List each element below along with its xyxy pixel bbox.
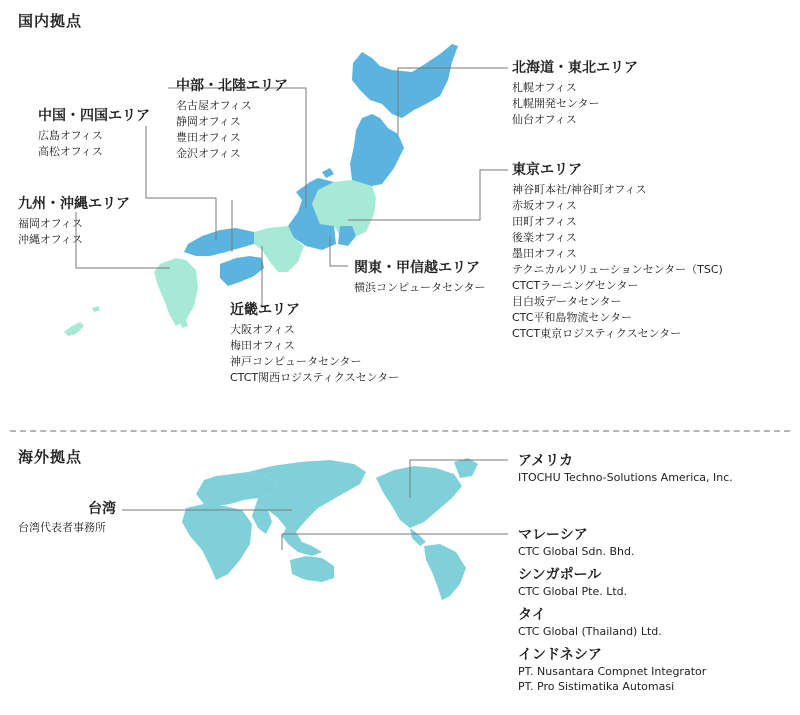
office-list — [354, 280, 486, 296]
office-item: 札幌開発センター — [512, 96, 600, 110]
map-greenland — [454, 458, 478, 478]
domestic-section-title: 国内拠点 — [18, 12, 83, 30]
entity-name: PT. Nusantara Compnet Integrator — [518, 665, 707, 678]
office-item: テクニカルソリューションセンター（TSC) — [512, 262, 723, 276]
office-item: 静岡オフィス — [176, 114, 241, 128]
office-list — [176, 98, 288, 162]
office-item: 札幌オフィス — [512, 80, 577, 94]
region-name: 東京エリア — [512, 162, 582, 178]
location-name: タイ — [518, 607, 546, 623]
region-name: 中国・四国エリア — [38, 108, 150, 124]
map-region-okinawa — [64, 322, 84, 336]
location-usa — [518, 450, 733, 485]
office-list — [512, 182, 723, 342]
office-item: 墨田オフィス — [512, 246, 577, 260]
location-name: シンガポール — [518, 567, 602, 583]
location-name: インドネシア — [518, 647, 602, 663]
world-map — [182, 458, 478, 600]
location-singapore — [518, 564, 627, 599]
map-central-america — [410, 528, 426, 546]
region-name: 中部・北陸エリア — [176, 78, 288, 94]
map-region-hokkaido — [352, 44, 458, 118]
office-item: 沖縄オフィス — [18, 232, 83, 246]
region-hokkaido-tohoku — [512, 60, 638, 128]
office-item: 名古屋オフィス — [176, 98, 252, 112]
map-island-sado — [322, 168, 334, 178]
office-item: CTC平和島物流センター — [512, 310, 632, 324]
region-name: 関東・甲信越エリア — [354, 260, 480, 276]
section-divider — [10, 430, 790, 432]
location-thailand — [518, 604, 662, 639]
location-malaysia — [518, 524, 634, 559]
office-list — [18, 216, 130, 248]
office-item: 後楽オフィス — [512, 230, 577, 244]
region-kanto-koshinetsu — [354, 260, 486, 296]
location-taiwan — [72, 498, 116, 518]
map-africa — [182, 504, 252, 580]
location-name: 台湾 — [88, 501, 116, 517]
map-region-tohoku — [350, 114, 404, 186]
region-kyushu-okinawa — [18, 196, 130, 248]
location-name: アメリカ — [518, 453, 574, 469]
region-kinki — [230, 302, 399, 386]
office-item: 田町オフィス — [512, 214, 577, 228]
office-item: CTCT東京ロジスティクスセンター — [512, 326, 682, 340]
office-item: 目白坂データセンター — [512, 294, 622, 308]
office-item: 神戸コンピュータセンター — [230, 354, 362, 368]
region-tokyo — [512, 162, 723, 342]
entity-name: PT. Pro Sistimatika Automasi — [518, 680, 675, 693]
office-item: 大阪オフィス — [230, 322, 295, 336]
office-item: 梅田オフィス — [230, 338, 295, 352]
office-item: 豊田オフィス — [176, 130, 241, 144]
office-list — [512, 80, 638, 128]
office-item: 赤坂オフィス — [512, 198, 577, 212]
map-australia — [290, 556, 334, 582]
entity-name: CTC Global Sdn. Bhd. — [518, 545, 635, 558]
map-island-1 — [92, 306, 100, 312]
region-name: 九州・沖縄エリア — [18, 196, 130, 212]
location-indonesia — [518, 644, 706, 694]
office-item: CTCTラーニングセンター — [512, 278, 639, 292]
region-chubu-hokuriku — [176, 78, 288, 162]
location-taiwan-entities — [18, 520, 106, 535]
office-item: 神谷町本社/神谷町オフィス — [512, 182, 647, 196]
overseas-section-title: 海外拠点 — [18, 448, 83, 466]
entity-name: CTC Global (Thailand) Ltd. — [518, 625, 662, 638]
map-region-shikoku — [220, 256, 264, 286]
entity-name: 台湾代表者事務所 — [18, 521, 106, 534]
region-chugoku-shikoku — [38, 108, 150, 160]
office-item: 横浜コンピュータセンター — [354, 280, 486, 294]
map-se-asia — [282, 528, 322, 556]
region-name: 北海道・東北エリア — [512, 60, 638, 76]
map-region-chugoku — [184, 228, 254, 256]
office-list — [230, 322, 399, 386]
location-name: マレーシア — [518, 527, 588, 543]
office-item: CTCT関西ロジスティクスセンター — [230, 370, 400, 384]
entity-name: CTC Global Pte. Ltd. — [518, 585, 628, 598]
entity-name: ITOCHU Techno-Solutions America, Inc. — [518, 471, 733, 484]
office-item: 広島オフィス — [38, 128, 103, 142]
office-item: 高松オフィス — [38, 144, 103, 158]
map-north-america — [376, 466, 462, 528]
office-item: 仙台オフィス — [512, 112, 577, 126]
map-south-america — [424, 544, 466, 600]
region-name: 近畿エリア — [230, 302, 300, 318]
office-item: 金沢オフィス — [176, 146, 241, 160]
office-item: 福岡オフィス — [18, 216, 83, 230]
office-list — [38, 128, 150, 160]
